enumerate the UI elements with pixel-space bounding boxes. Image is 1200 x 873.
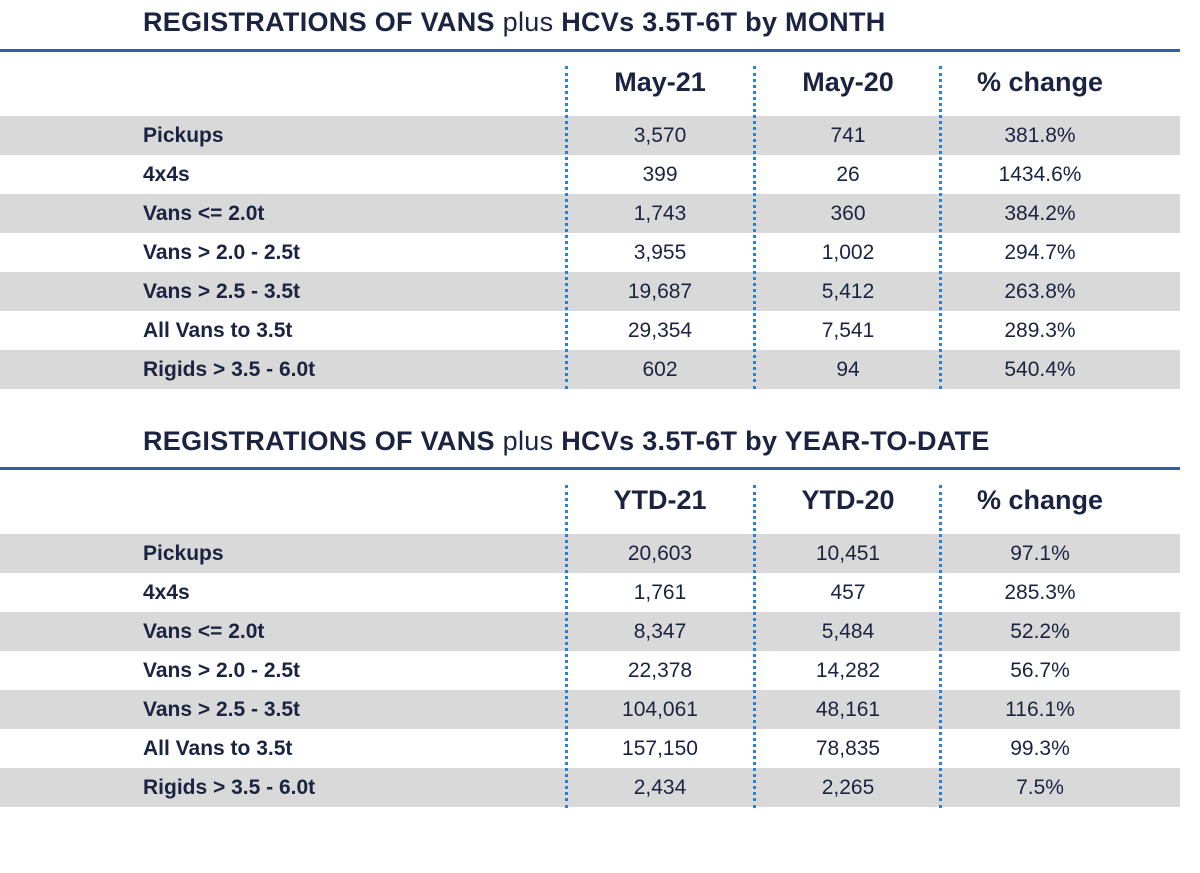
value-cell: 116.1%	[1005, 698, 1075, 721]
title-part-1: REGISTRATIONS OF VANS	[143, 426, 495, 456]
column-header: May-20	[802, 67, 894, 97]
table-row	[0, 155, 1180, 194]
table-row	[0, 272, 1180, 311]
value-cell: 5,412	[821, 280, 875, 303]
value-cell: 540.4%	[1004, 358, 1076, 381]
value-cell: 381.8%	[1004, 124, 1076, 147]
table-row	[0, 729, 1180, 768]
column-divider	[753, 66, 756, 389]
table-row	[0, 194, 1180, 233]
value-cell: 29,354	[627, 319, 693, 342]
row-label: Rigids > 3.5 - 6.0t	[143, 358, 316, 381]
value-cell: 78,835	[815, 737, 881, 760]
column-divider	[753, 485, 756, 808]
value-cell: 19,687	[627, 280, 693, 303]
value-cell: 97.1%	[1010, 542, 1070, 565]
table-row	[0, 350, 1180, 389]
value-cell: 2,434	[633, 776, 687, 799]
value-cell: 10,451	[815, 542, 881, 565]
column-divider	[939, 66, 942, 389]
table-row	[0, 233, 1180, 272]
value-cell: 7,541	[821, 319, 875, 342]
ytd-table	[0, 419, 1200, 814]
column-header-row	[0, 52, 1180, 112]
value-cell: 8,347	[633, 620, 687, 643]
value-cell: 1,743	[633, 202, 687, 225]
value-cell: 104,061	[622, 698, 698, 721]
table-row	[0, 690, 1180, 729]
column-divider	[939, 485, 942, 808]
value-cell: 5,484	[821, 620, 875, 643]
value-cell: 360	[830, 202, 866, 225]
title-part-3: HCVs 3.5T-6T by MONTH	[561, 7, 886, 37]
title-part-1: REGISTRATIONS OF VANS	[143, 7, 495, 37]
row-label: Vans > 2.5 - 3.5t	[143, 698, 301, 721]
column-divider	[565, 485, 568, 808]
value-cell: 99.3%	[1010, 737, 1070, 760]
column-divider	[565, 66, 568, 389]
value-cell: 52.2%	[1010, 620, 1070, 643]
title-part-3: HCVs 3.5T-6T by YEAR-TO-DATE	[561, 426, 990, 456]
column-header: YTD-21	[613, 485, 707, 515]
value-cell: 3,570	[633, 124, 687, 147]
value-cell: 289.3%	[1004, 319, 1076, 342]
value-cell: 2,265	[821, 776, 875, 799]
row-label: All Vans to 3.5t	[143, 319, 293, 342]
ytd-table-title	[143, 426, 990, 457]
table-row	[0, 768, 1180, 807]
value-cell: 22,378	[627, 659, 693, 682]
row-label: Pickups	[143, 542, 224, 565]
title-part-2: plus	[502, 426, 554, 456]
column-header: May-21	[614, 67, 706, 97]
value-cell: 1,761	[633, 581, 687, 604]
row-label: 4x4s	[143, 163, 190, 186]
value-cell: 94	[836, 358, 860, 381]
column-header: YTD-20	[801, 485, 895, 515]
row-label: All Vans to 3.5t	[143, 737, 293, 760]
value-cell: 263.8%	[1004, 280, 1076, 303]
value-cell: 20,603	[627, 542, 693, 565]
value-cell: 294.7%	[1004, 241, 1076, 264]
table-row	[0, 612, 1180, 651]
value-cell: 7.5%	[1016, 776, 1064, 799]
value-cell: 48,161	[815, 698, 881, 721]
table-row	[0, 311, 1180, 350]
monthly-table	[0, 0, 1200, 395]
column-header-row	[0, 470, 1180, 530]
value-cell: 3,955	[633, 241, 687, 264]
value-cell: 457	[830, 581, 866, 604]
column-header: % change	[976, 485, 1104, 515]
row-label: Vans <= 2.0t	[143, 202, 265, 225]
row-label: Pickups	[143, 124, 224, 147]
table-row	[0, 573, 1180, 612]
value-cell: 14,282	[815, 659, 881, 682]
value-cell: 384.2%	[1004, 202, 1076, 225]
table-row	[0, 534, 1180, 573]
value-cell: 602	[642, 358, 678, 381]
value-cell: 26	[836, 163, 860, 186]
row-label: Vans <= 2.0t	[143, 620, 265, 643]
value-cell: 741	[830, 124, 866, 147]
value-cell: 285.3%	[1004, 581, 1076, 604]
row-label: Vans > 2.0 - 2.5t	[143, 241, 301, 264]
row-label: Vans > 2.5 - 3.5t	[143, 280, 301, 303]
column-header: % change	[976, 67, 1104, 97]
table-row	[0, 116, 1180, 155]
value-cell: 56.7%	[1010, 659, 1070, 682]
monthly-table-title	[143, 7, 886, 38]
row-label: Rigids > 3.5 - 6.0t	[143, 776, 316, 799]
value-cell: 1,002	[821, 241, 875, 264]
title-part-2: plus	[502, 7, 554, 37]
value-cell: 399	[642, 163, 678, 186]
row-label: Vans > 2.0 - 2.5t	[143, 659, 301, 682]
value-cell: 157,150	[622, 737, 698, 760]
table-row	[0, 651, 1180, 690]
row-label: 4x4s	[143, 581, 190, 604]
value-cell: 1434.6%	[998, 163, 1082, 186]
